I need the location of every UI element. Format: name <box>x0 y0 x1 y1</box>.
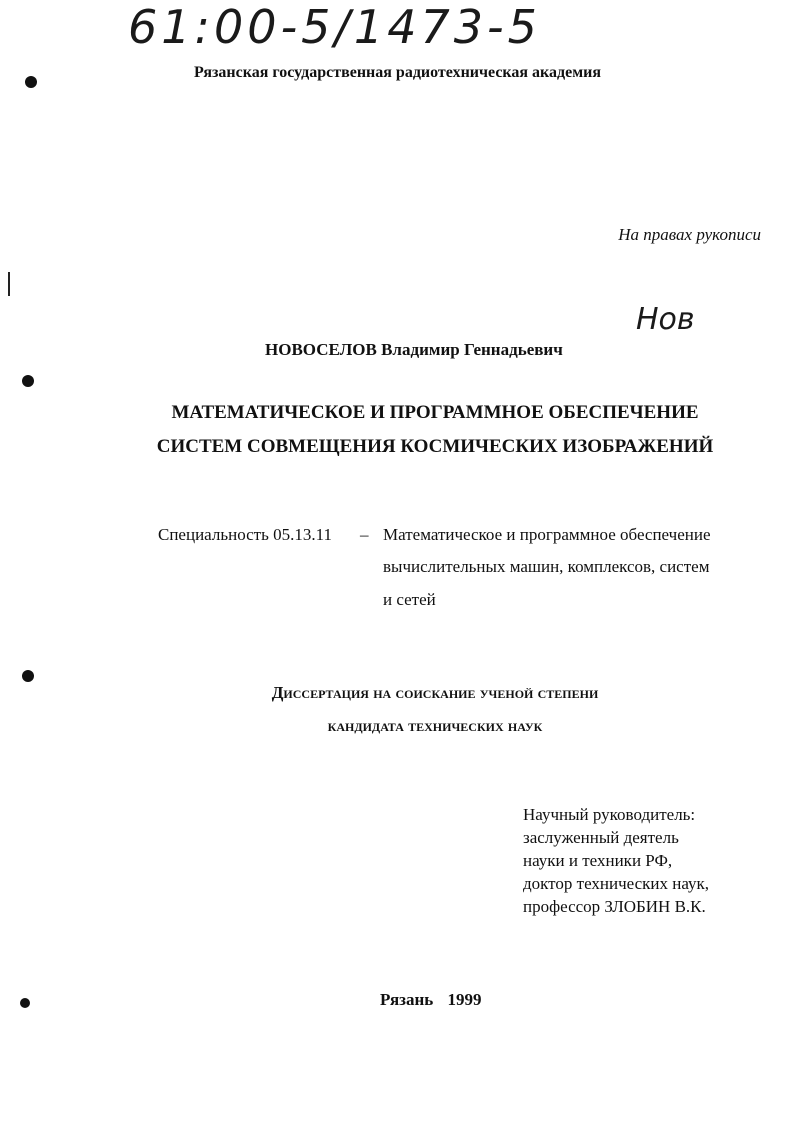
handwritten-catalog-number: 61:00-5/1473-5 <box>128 0 541 54</box>
author-name <box>265 340 563 360</box>
author-signature: Нов <box>636 302 695 337</box>
supervisor-line-5: профессор ЗЛОБИН В.К. <box>523 897 706 916</box>
specialty-label: Специальность 05.13.11 <box>158 525 332 544</box>
scan-mark <box>8 272 10 296</box>
dissertation-title-line-1: МАТЕМАТИЧЕСКОЕ И ПРОГРАММНОЕ ОБЕСПЕЧЕНИЕ <box>171 402 699 423</box>
city: Рязань <box>380 990 434 1009</box>
punch-hole-4 <box>20 998 30 1008</box>
academy-name: Рязанская государственная радиотехническая академия <box>193 64 601 81</box>
year: 1999 <box>447 990 482 1009</box>
punch-hole-3 <box>22 670 34 682</box>
punch-hole-2 <box>22 375 34 387</box>
specialty-description-line-1: Математическое и программное обеспечение <box>383 525 711 544</box>
author-surname: НОВОСЕЛОВ <box>265 340 377 359</box>
manuscript-rights: На правах рукописи <box>618 225 761 244</box>
dissertation-title-line-2: СИСТЕМ СОВМЕЩЕНИЯ КОСМИЧЕСКИХ ИЗОБРАЖЕНИЙ <box>156 436 714 457</box>
specialty-dash: – <box>360 525 369 544</box>
degree-line-1: Диссертация на соискание ученой степени <box>271 683 599 702</box>
place-year <box>380 990 482 1010</box>
supervisor-line-4: доктор технических наук, <box>523 874 710 893</box>
supervisor-block <box>523 803 709 918</box>
supervisor-line-2: заслуженный деятель <box>523 828 679 847</box>
specialty-description-line-2: вычислительных машин, комплексов, систем <box>383 557 710 576</box>
degree-line-2: кандидата технических наук <box>327 716 543 735</box>
supervisor-line-1: Научный руководитель: <box>523 805 696 824</box>
specialty-description-line-3: и сетей <box>383 590 436 609</box>
supervisor-line-3: науки и техники РФ, <box>523 851 673 870</box>
author-given-names: Владимир Геннадьевич <box>381 340 563 359</box>
